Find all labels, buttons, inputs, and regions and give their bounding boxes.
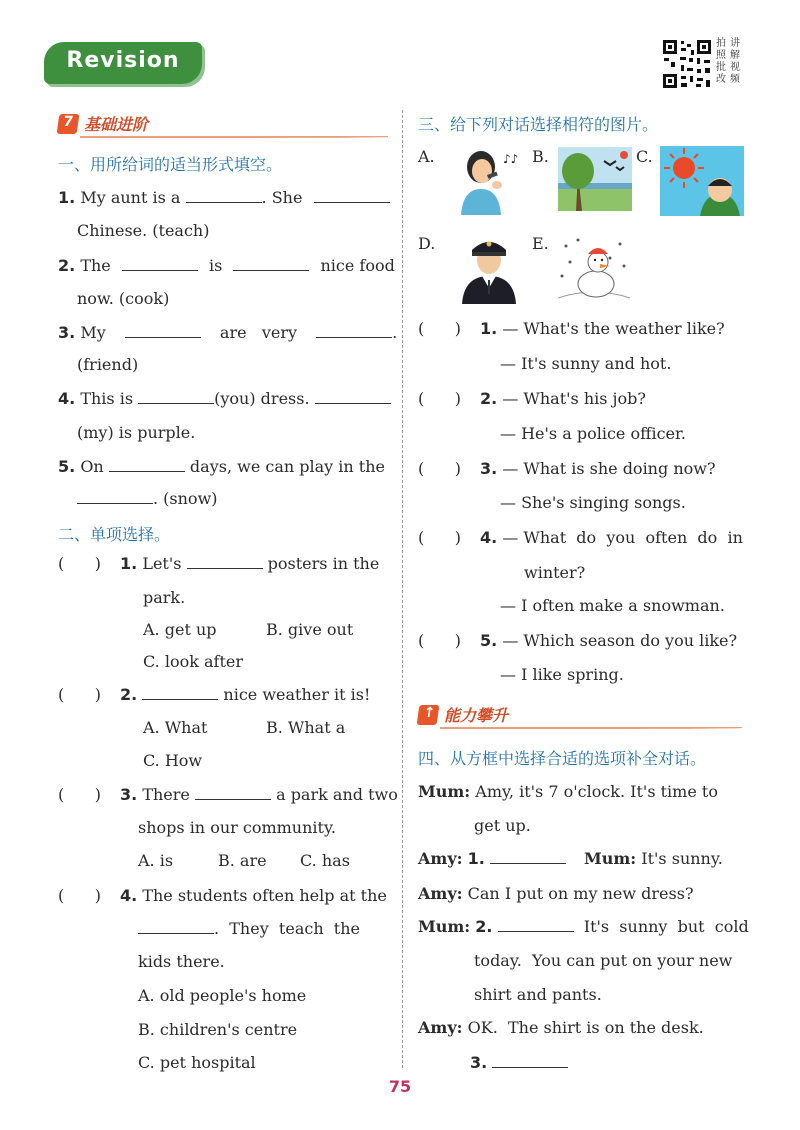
police-officer-picture[interactable]: [458, 232, 520, 304]
part2-item-3: 3. There a park and two: [120, 785, 398, 804]
answer-blank[interactable]: [142, 684, 218, 700]
answer-paren[interactable]: ( ): [58, 554, 101, 573]
part4-title: 四、从方框中选择合适的选项补全对话。: [418, 749, 707, 768]
option[interactable]: A. What: [143, 718, 208, 737]
part2-item-4-cont: . They teach the: [138, 918, 360, 940]
revision-title: Revision: [66, 48, 180, 73]
dialogue-line-5: Amy: OK. The shirt is on the desk.: [418, 1018, 704, 1037]
answer-paren[interactable]: ( ): [418, 459, 461, 478]
singing-girl-picture[interactable]: [453, 145, 525, 215]
part1-item-1: 1. My aunt is a . She: [58, 187, 390, 209]
answer-paren[interactable]: ( ): [418, 319, 461, 338]
part3-item-3: 3. — What is she doing now?: [480, 459, 716, 478]
part3-item-2: 2. — What's his job?: [480, 389, 646, 408]
spring-scene-picture[interactable]: [558, 147, 632, 211]
part1-item-3-cont: (friend): [77, 355, 139, 374]
option[interactable]: A. old people's home: [138, 986, 307, 1005]
option[interactable]: B. give out: [266, 620, 354, 639]
answer-blank[interactable]: [187, 553, 263, 569]
answer-blank[interactable]: [109, 456, 185, 472]
answer-blank[interactable]: [315, 388, 391, 404]
part3-item-4: 4. — What do you often do in: [480, 528, 743, 547]
part1-item-2: 2. The is nice food: [58, 256, 395, 275]
answer-blank[interactable]: [314, 187, 390, 203]
dialogue-line-2b: Mum: It's sunny.: [584, 849, 723, 868]
part1-item-4: 4. This is (you) dress.: [58, 388, 391, 410]
answer-blank[interactable]: [233, 255, 309, 271]
dialogue-line-6: 3.: [470, 1052, 568, 1074]
section-advanced: [418, 703, 742, 729]
answer-blank[interactable]: [125, 322, 201, 338]
answer-blank[interactable]: [138, 918, 214, 934]
answer-paren[interactable]: ( ): [418, 528, 461, 547]
answer-blank[interactable]: [195, 784, 271, 800]
option[interactable]: A. is: [138, 851, 174, 870]
part1-item-3: 3. My are very .: [58, 323, 398, 342]
part3-item-5: 5. — Which season do you like?: [480, 631, 738, 650]
svg-text:♪♪: ♪♪: [503, 152, 519, 166]
part1-item-2-cont: now. (cook): [77, 289, 170, 308]
answer-blank[interactable]: [498, 916, 574, 932]
part1-item-1-cont: Chinese. (teach): [77, 221, 210, 240]
option[interactable]: B. are: [218, 851, 267, 870]
answer-blank[interactable]: [77, 488, 153, 504]
answer-blank[interactable]: [186, 187, 262, 203]
answer-paren[interactable]: ( ): [418, 389, 461, 408]
revision-badge: [44, 42, 202, 84]
answer-blank[interactable]: [492, 1052, 568, 1068]
section-advanced-icon: ↑: [417, 705, 440, 725]
option[interactable]: B. What a: [266, 718, 346, 737]
answer-blank[interactable]: [138, 388, 214, 404]
part2-item-4: 4. The students often help at the: [120, 886, 387, 905]
qr-caption: 拍 照 批 改 讲 解 视 频: [716, 38, 740, 85]
part3-item-1: 1. — What's the weather like?: [480, 319, 725, 338]
option[interactable]: C. pet hospital: [138, 1053, 256, 1072]
answer-paren[interactable]: ( ): [58, 785, 101, 804]
sunny-hot-picture[interactable]: [660, 146, 744, 216]
section-basic: [58, 112, 388, 138]
snowman-picture[interactable]: [558, 236, 630, 302]
option[interactable]: C. has: [300, 851, 350, 870]
page-number: 75: [388, 1077, 412, 1096]
part1-title: 一、用所给词的适当形式填空。: [58, 155, 283, 174]
answer-blank[interactable]: [490, 848, 566, 864]
option[interactable]: C. How: [143, 751, 203, 770]
dialogue-line-3: Amy: Can I put on my new dress?: [418, 884, 694, 903]
part1-item-5-cont: . (snow): [77, 488, 218, 510]
dialogue-line-1: Mum: Amy, it's 7 o'clock. It's time to: [418, 782, 718, 801]
part2-item-1: 1. Let's posters in the: [120, 554, 380, 573]
option[interactable]: B. children's centre: [138, 1020, 298, 1039]
part1-item-5: 5. On days, we can play in the: [58, 457, 385, 476]
qr-code-icon[interactable]: [661, 38, 713, 90]
dialogue-line-2: Amy: 1.: [418, 848, 566, 870]
part1-item-4-cont: (my) is purple.: [77, 423, 196, 442]
answer-paren[interactable]: ( ): [58, 685, 101, 704]
column-divider: [402, 110, 403, 1068]
part2-title: 二、单项选择。: [58, 525, 171, 544]
section-basic-title: 基础进阶: [84, 115, 149, 134]
part3-title: 三、给下列对话选择相符的图片。: [418, 115, 659, 134]
part2-item-2: 2. nice weather it is!: [120, 685, 371, 704]
option[interactable]: A. get up: [143, 620, 217, 639]
answer-paren[interactable]: ( ): [58, 886, 101, 905]
answer-blank[interactable]: [122, 255, 198, 271]
section-basic-icon: 7: [57, 114, 80, 134]
section-advanced-title: 能力攀升: [444, 706, 509, 725]
dialogue-line-4: Mum: 2. It's sunny but cold: [418, 917, 749, 936]
option[interactable]: C. look after: [143, 652, 244, 671]
answer-paren[interactable]: ( ): [418, 631, 461, 650]
answer-blank[interactable]: [316, 322, 392, 338]
